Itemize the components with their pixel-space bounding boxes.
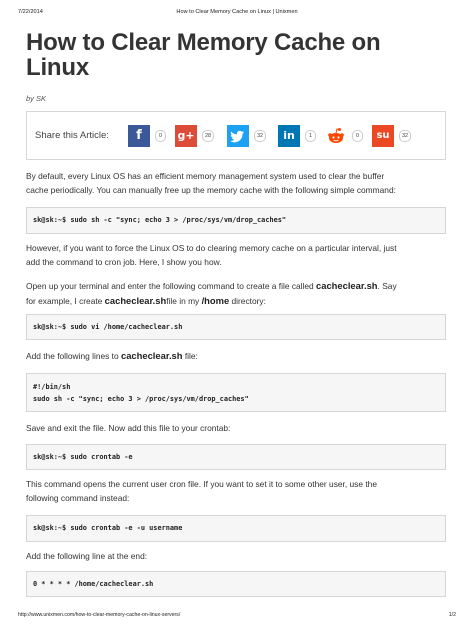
print-date: 7/22/2014 (18, 9, 43, 15)
share-count-reddit: 0 (352, 130, 363, 142)
paragraph-intro (26, 170, 446, 197)
linkedin-icon[interactable]: in (278, 125, 300, 147)
code-block-script (26, 373, 446, 412)
paragraph-other-user-line-1: This command opens the current user cron file. If you want to set it to some other user, use the (26, 479, 377, 489)
directory-bold: /home (201, 294, 230, 306)
article-title-line-1: How to Clear Memory Cache on (26, 29, 381, 56)
share-bar (26, 111, 446, 160)
code-line: sk@sk:~$ sudo sh -c "sync; echo 3 > /proc/sys/vm/drop_caches" (33, 216, 287, 224)
share-count-facebook: 0 (155, 130, 166, 142)
paragraph-other-user-line-2: following command instead: (26, 492, 130, 503)
code-line: sk@sk:~$ sudo crontab -e (33, 453, 133, 461)
text: file: (182, 351, 198, 361)
text: directory: (229, 295, 266, 306)
text: for example, I create (26, 295, 105, 306)
code-block-drop-caches (26, 207, 446, 234)
share-count-twitter: 32 (254, 130, 266, 142)
paragraph-other-user (26, 478, 446, 505)
share-label: Share this Article: (35, 130, 109, 141)
filename-bold: cacheclear.sh (316, 280, 378, 291)
paragraph-cron-intro (26, 242, 446, 269)
print-url: http://www.unixmen.com/how-to-clear-memory-cache-on-linux-servers/ (18, 612, 181, 618)
reddit-alien-icon (325, 125, 347, 147)
print-footer (18, 612, 456, 622)
print-header (18, 9, 456, 19)
text: Add the following line at the end: (26, 551, 148, 561)
paragraph-intro-line-1: By default, every Linux OS has an efficient memory management system used to clear the buffer (26, 171, 385, 181)
text: . Say (377, 281, 397, 291)
code-block-cron-entry (26, 571, 446, 597)
paragraph-add-line-end (26, 550, 446, 564)
print-page-title: How to Clear Memory Cache on Linux | Unixmen (176, 9, 298, 15)
facebook-icon[interactable]: f (128, 125, 150, 147)
code-block-crontab (26, 444, 446, 470)
reddit-icon[interactable] (325, 125, 347, 147)
twitter-icon[interactable] (227, 125, 249, 147)
paragraph-create-file (26, 279, 446, 308)
code-line: #!/bin/sh (33, 383, 71, 391)
filename-bold: cacheclear.sh (120, 350, 183, 361)
filename-bold: cacheclear.sh (104, 294, 167, 306)
google-plus-icon[interactable]: g+ (175, 125, 197, 147)
code-block-vi (26, 314, 446, 340)
share-count-google-plus: 28 (202, 130, 214, 142)
author-link[interactable]: SK (36, 94, 47, 103)
byline (26, 94, 46, 103)
text: Open up your terminal and enter the following command to create a file called (26, 281, 317, 291)
share-count-stumbleupon: 32 (399, 130, 411, 142)
article-title (26, 30, 446, 80)
paragraph-save-exit (26, 422, 446, 436)
code-line: sudo sh -c "sync; echo 3 > /proc/sys/vm/drop_caches" (33, 395, 249, 403)
byline-prefix: by (26, 94, 34, 103)
code-line: sk@sk:~$ sudo crontab -e -u username (33, 524, 183, 532)
paragraph-cron-line-1: However, if you want to force the Linux OS to do clearing memory cache on a particular interval, just (26, 243, 397, 253)
code-line: sk@sk:~$ sudo vi /home/cacheclear.sh (33, 323, 183, 331)
share-count-linkedin: 1 (305, 130, 316, 142)
stumbleupon-icon[interactable]: su (372, 125, 394, 147)
article-title-line-2: Linux (26, 54, 89, 81)
print-page-number: 1/2 (448, 612, 456, 618)
paragraph-intro-line-2: cache periodically. You can manually free up the memory cache with the following simple command: (26, 184, 396, 195)
code-line: 0 * * * * /home/cacheclear.sh (33, 580, 154, 588)
text: Add the following lines to (26, 351, 121, 361)
paragraph-add-lines (26, 349, 446, 364)
code-block-crontab-user (26, 515, 446, 542)
text: Save and exit the file. Now add this file to your crontab: (26, 423, 231, 433)
text: file in my (166, 295, 202, 306)
twitter-bird-icon (227, 125, 249, 147)
paragraph-cron-line-2: add the command to cron job. Here, I show you how. (26, 256, 222, 267)
